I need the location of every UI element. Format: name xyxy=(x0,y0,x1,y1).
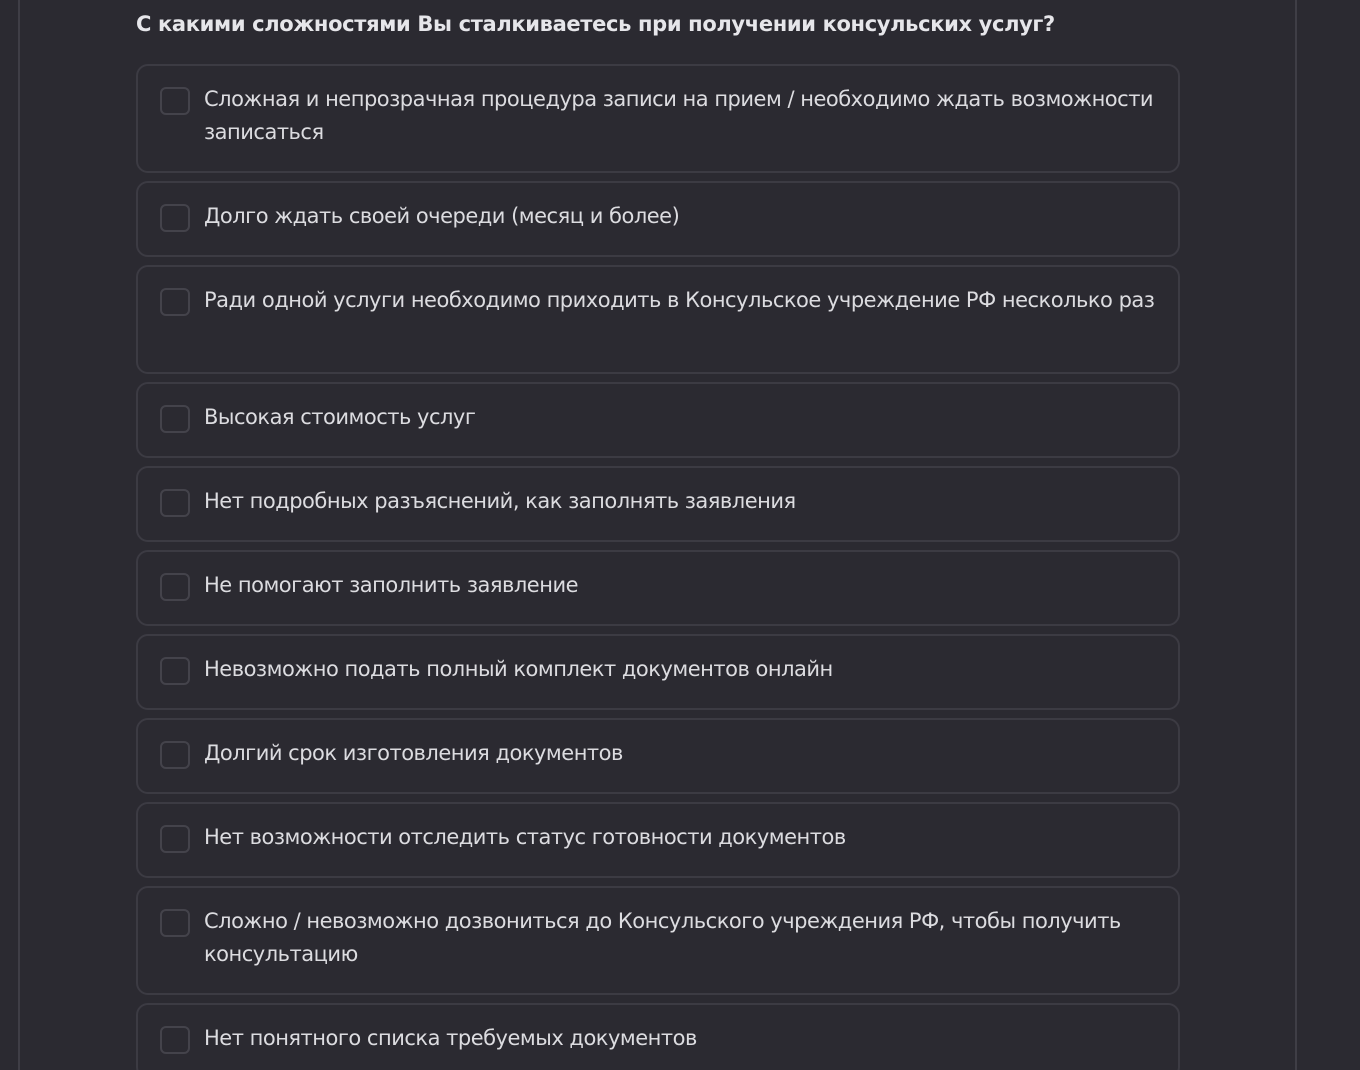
option-label: Нет подробных разъяснений, как заполнять заявления xyxy=(204,489,796,513)
option-label: Долгий срок изготовления документов xyxy=(204,741,623,765)
checkbox-icon[interactable] xyxy=(160,657,190,685)
options-list xyxy=(136,64,1180,1070)
option-card[interactable] xyxy=(136,181,1180,257)
option-label: Долго ждать своей очереди (месяц и более) xyxy=(204,204,680,228)
option-card[interactable] xyxy=(136,886,1180,995)
option-label: Не помогают заполнить заявление xyxy=(204,573,579,597)
checkbox-icon[interactable] xyxy=(160,405,190,433)
option-label: Сложно / невозможно дозвониться до Консульского учреждения РФ, чтобы получить консультацию xyxy=(204,909,1121,966)
checkbox-icon[interactable] xyxy=(160,288,190,316)
option-label: Высокая стоимость услуг xyxy=(204,405,476,429)
checkbox-icon[interactable] xyxy=(160,1026,190,1054)
checkbox-icon[interactable] xyxy=(160,489,190,517)
question-title: С какими сложностями Вы сталкиваетесь при получении консульских услуг? xyxy=(136,12,1055,36)
checkbox-icon[interactable] xyxy=(160,741,190,769)
option-card[interactable] xyxy=(136,1003,1180,1070)
checkbox-icon[interactable] xyxy=(160,204,190,232)
option-card[interactable] xyxy=(136,802,1180,878)
option-label: Нет возможности отследить статус готовности документов xyxy=(204,825,846,849)
option-label: Ради одной услуги необходимо приходить в Консульское учреждение РФ несколько раз xyxy=(204,288,1155,312)
option-label: Нет понятного списка требуемых документов xyxy=(204,1026,697,1050)
option-card[interactable] xyxy=(136,634,1180,710)
option-label: Сложная и непрозрачная процедура записи на прием / необходимо ждать возможности записаться xyxy=(204,87,1154,144)
right-divider xyxy=(1295,0,1297,1070)
option-card[interactable] xyxy=(136,382,1180,458)
option-card[interactable] xyxy=(136,64,1180,173)
left-divider xyxy=(18,0,20,1070)
option-card[interactable] xyxy=(136,265,1180,374)
option-card[interactable] xyxy=(136,718,1180,794)
option-card[interactable] xyxy=(136,466,1180,542)
checkbox-icon[interactable] xyxy=(160,87,190,115)
checkbox-icon[interactable] xyxy=(160,573,190,601)
option-label: Невозможно подать полный комплект документов онлайн xyxy=(204,657,833,681)
checkbox-icon[interactable] xyxy=(160,825,190,853)
checkbox-icon[interactable] xyxy=(160,909,190,937)
option-card[interactable] xyxy=(136,550,1180,626)
